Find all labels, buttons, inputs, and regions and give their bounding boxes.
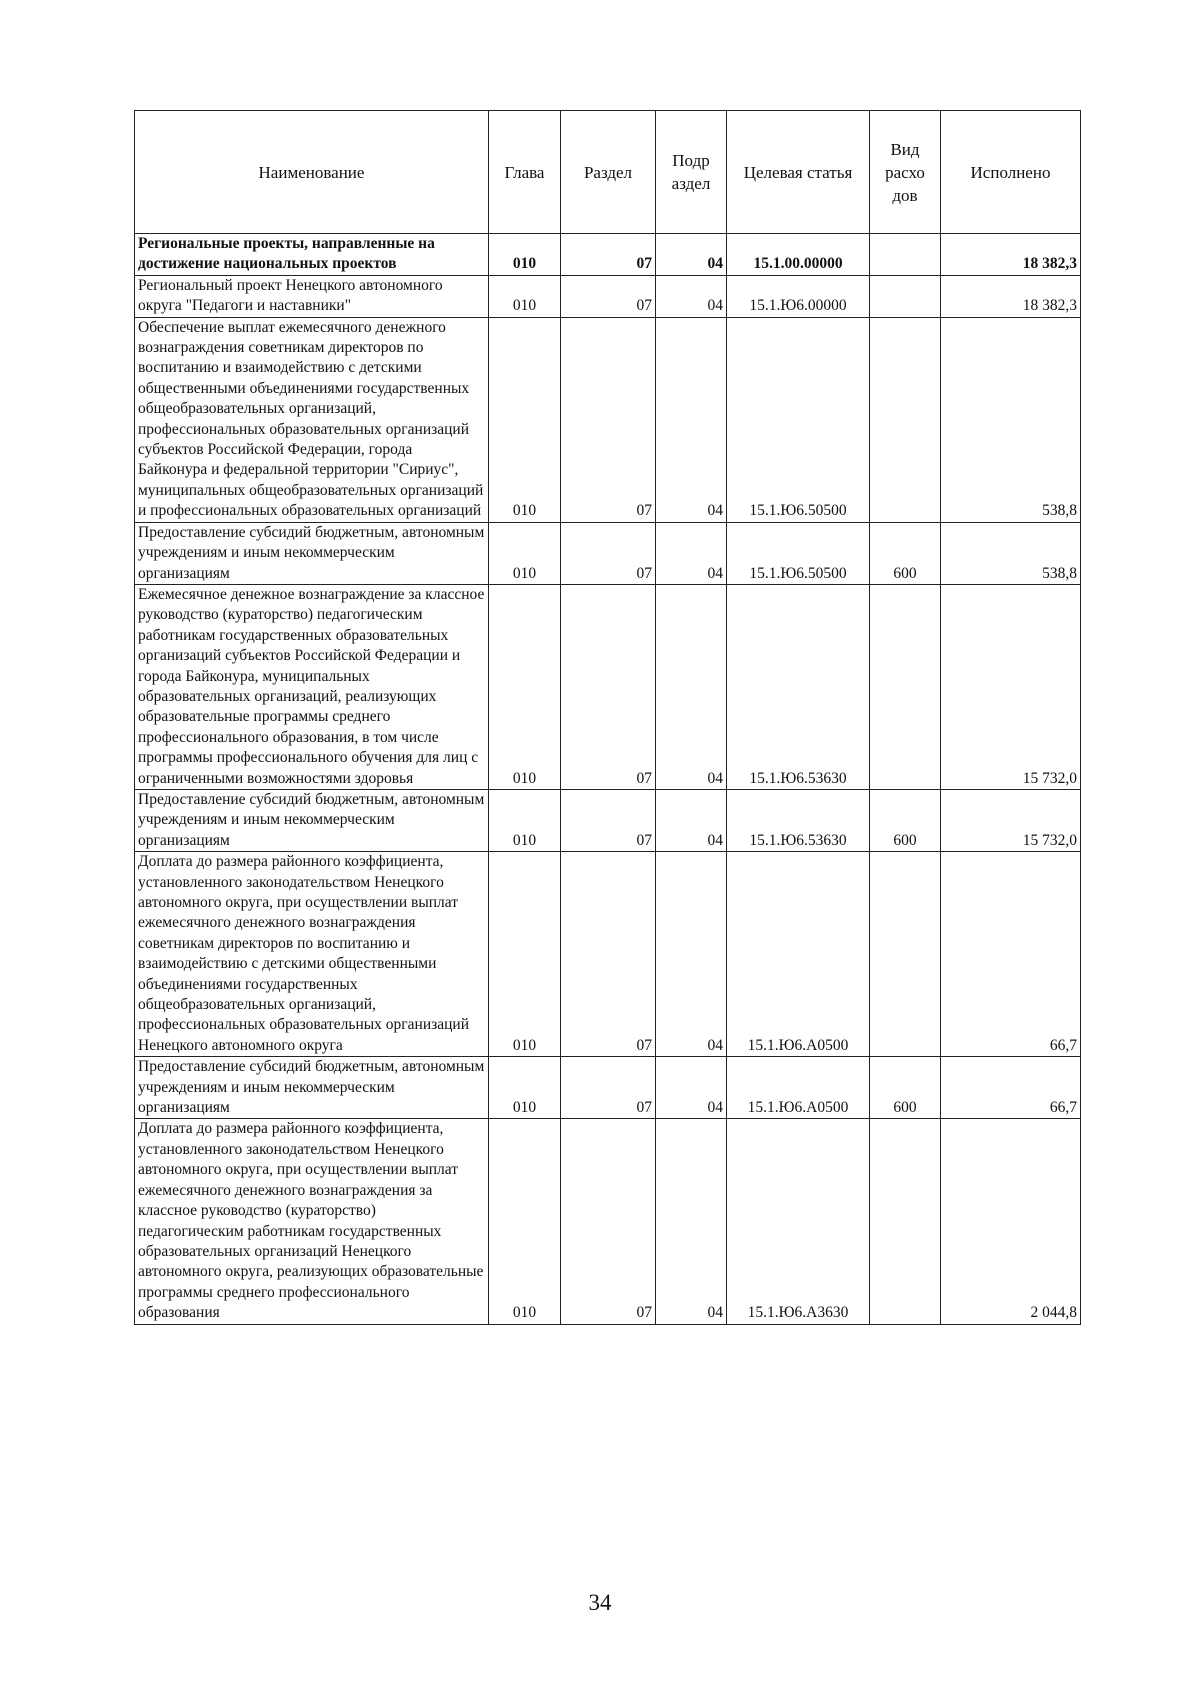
table-row [135, 789, 1081, 851]
row-name: Предоставление субсидий бюджетным, автономным учреждениям и иным некоммерческим организациям [135, 1057, 489, 1119]
row-glava: 010 [489, 1057, 561, 1119]
row-razdel: 07 [561, 789, 656, 851]
row-done: 15 732,0 [941, 789, 1081, 851]
row-podrazdel: 04 [656, 1057, 727, 1119]
row-target: 15.1.Ю6.50500 [727, 522, 870, 584]
row-target: 15.1.Ю6.53630 [727, 584, 870, 789]
table-row [135, 852, 1081, 1057]
row-done: 538,8 [941, 522, 1081, 584]
budget-table [134, 110, 1081, 1325]
column-header-glava: Глава [489, 111, 561, 234]
row-vid: 600 [870, 1057, 941, 1119]
row-razdel: 07 [561, 852, 656, 1057]
row-target: 15.1.Ю6.50500 [727, 317, 870, 522]
row-razdel: 07 [561, 522, 656, 584]
row-podrazdel: 04 [656, 275, 727, 317]
row-target: 15.1.Ю6.А0500 [727, 1057, 870, 1119]
table-row [135, 584, 1081, 789]
row-razdel: 07 [561, 234, 656, 276]
column-header-podrazdel: Подр аздел [656, 111, 727, 234]
row-vid [870, 275, 941, 317]
table-row [135, 275, 1081, 317]
row-name: Доплата до размера районного коэффициента, установленного законодательством Ненецкого автономного округа, при осуществлении выплат ежемесячного денежного вознаграждения за классное руководство (кураторство) педагогическим работникам государственных образовательных организаций Ненецкого автономного округа, реализующих образовательные программы среднего профессионального образования [135, 1119, 489, 1324]
row-vid [870, 584, 941, 789]
row-razdel: 07 [561, 275, 656, 317]
row-vid [870, 234, 941, 276]
row-vid: 600 [870, 789, 941, 851]
row-target: 15.1.Ю6.А3630 [727, 1119, 870, 1324]
row-podrazdel: 04 [656, 852, 727, 1057]
page-number: 34 [588, 1590, 612, 1615]
row-done: 18 382,3 [941, 275, 1081, 317]
row-glava: 010 [489, 522, 561, 584]
table-row [135, 1057, 1081, 1119]
table-row [135, 234, 1081, 276]
row-done: 2 044,8 [941, 1119, 1081, 1324]
row-vid: 600 [870, 522, 941, 584]
row-podrazdel: 04 [656, 234, 727, 276]
row-glava: 010 [489, 234, 561, 276]
row-done: 18 382,3 [941, 234, 1081, 276]
row-name: Обеспечение выплат ежемесячного денежного вознаграждения советникам директоров по воспитанию и взаимодействию с детскими общественными объединениями государственных общеобразовательных организаций, профессиональных образовательных организаций субъектов Российской Федерации, города Байконура и федеральной территории "Сириус", муниципальных общеобразовательных организаций и профессиональных образовательных организаций [135, 317, 489, 522]
column-header-name: Наименование [135, 111, 489, 234]
row-done: 15 732,0 [941, 584, 1081, 789]
row-glava: 010 [489, 317, 561, 522]
row-name: Доплата до размера районного коэффициента, установленного законодательством Ненецкого автономного округа, при осуществлении выплат ежемесячного денежного вознаграждения советникам директоров по воспитанию и взаимодействию с детскими общественными объединениями государственных общеобразовательных организаций, профессиональных образовательных организаций Ненецкого автономного округа [135, 852, 489, 1057]
row-name: Предоставление субсидий бюджетным, автономным учреждениям и иным некоммерческим организациям [135, 522, 489, 584]
row-target: 15.1.Ю6.А0500 [727, 852, 870, 1057]
row-razdel: 07 [561, 317, 656, 522]
column-header-razdel: Раздел [561, 111, 656, 234]
table-row [135, 522, 1081, 584]
row-name: Региональные проекты, направленные на достижение национальных проектов [135, 234, 489, 276]
row-razdel: 07 [561, 1119, 656, 1324]
row-name: Ежемесячное денежное вознаграждение за классное руководство (кураторство) педагогическим работникам государственных образовательных организаций субъектов Российской Федерации и города Байконура, муниципальных образовательных организаций, реализующих образовательные программы среднего профессионального образования, в том числе программы профессионального обучения для лиц с ограниченными возможностями здоровья [135, 584, 489, 789]
column-header-done: Исполнено [941, 111, 1081, 234]
table-row [135, 317, 1081, 522]
table-header-row [135, 111, 1081, 234]
row-glava: 010 [489, 852, 561, 1057]
row-podrazdel: 04 [656, 1119, 727, 1324]
table-row [135, 1119, 1081, 1324]
row-vid [870, 852, 941, 1057]
row-glava: 010 [489, 584, 561, 789]
row-target: 15.1.Ю6.00000 [727, 275, 870, 317]
row-podrazdel: 04 [656, 789, 727, 851]
row-target: 15.1.Ю6.53630 [727, 789, 870, 851]
row-target: 15.1.00.00000 [727, 234, 870, 276]
row-podrazdel: 04 [656, 522, 727, 584]
row-name: Региональный проект Ненецкого автономного округа "Педагоги и наставники" [135, 275, 489, 317]
row-vid [870, 317, 941, 522]
row-glava: 010 [489, 1119, 561, 1324]
row-done: 66,7 [941, 1057, 1081, 1119]
column-header-vid: Вид расхо дов [870, 111, 941, 234]
row-razdel: 07 [561, 584, 656, 789]
row-glava: 010 [489, 789, 561, 851]
row-name: Предоставление субсидий бюджетным, автономным учреждениям и иным некоммерческим организациям [135, 789, 489, 851]
row-done: 66,7 [941, 852, 1081, 1057]
row-vid [870, 1119, 941, 1324]
row-razdel: 07 [561, 1057, 656, 1119]
row-done: 538,8 [941, 317, 1081, 522]
row-podrazdel: 04 [656, 317, 727, 522]
column-header-target: Целевая статья [727, 111, 870, 234]
row-podrazdel: 04 [656, 584, 727, 789]
row-glava: 010 [489, 275, 561, 317]
